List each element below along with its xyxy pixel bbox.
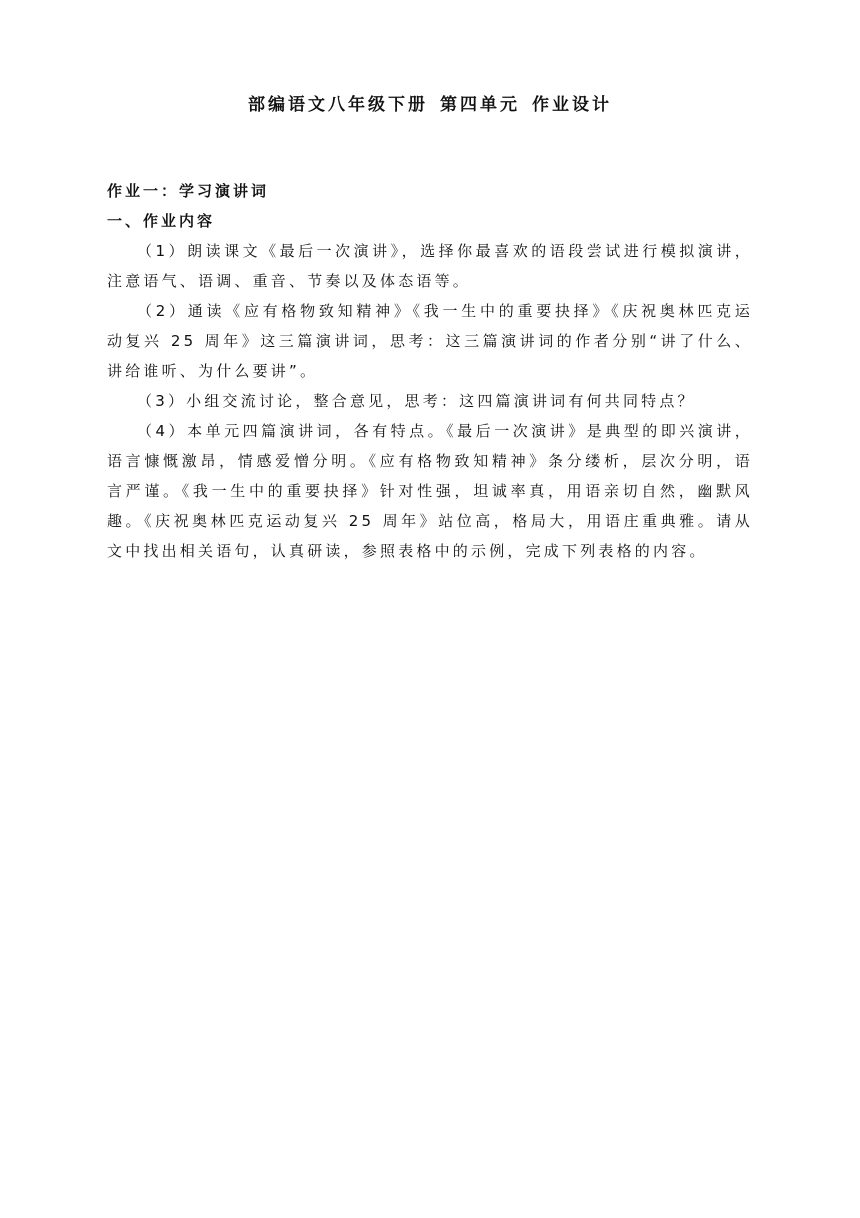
title-book: 部编语文八年级下册 (248, 95, 428, 115)
title-assignment: 作业设计 (532, 95, 612, 115)
title-unit: 第四单元 (440, 95, 520, 115)
paragraph-1: （1）朗读课文《最后一次演讲》，选择你最喜欢的语段尝试进行模拟演讲，注意语气、语调、重音、节奏以及体态语等。 (107, 242, 753, 290)
section-heading: 作业一：学习演讲词 (107, 182, 270, 200)
paragraph-2: （2）通读《应有格物致知精神》《我一生中的重要抉择》《庆祝奥林匹克运动复兴 25 周年》这三篇演讲词，思考：这三篇演讲词的作者分别“讲了什么、讲给谁听、为什么要讲”。 (107, 302, 753, 380)
paragraph-4: （4）本单元四篇演讲词，各有特点。《最后一次演讲》是典型的即兴演讲，语言慷慨激昂，情感爱憎分明。《应有格物致知精神》条分缕析，层次分明，语言严谨。《我一生中的重要抉择》针对性强，坦诚率真，用语亲切自然，幽默风趣。《庆祝奥林匹克运动复兴 25 周年》站位高，格局大，用语庄重典雅。请从文中找出相关语句，认真研读，参照表格中的示例，完成下列表格的内容。 (107, 422, 753, 560)
document-title (0, 90, 860, 115)
paragraph-3: （3）小组交流讨论，整合意见，思考：这四篇演讲词有何共同特点？ (137, 392, 696, 410)
subsection-heading: 一、作业内容 (107, 212, 216, 230)
document-body (107, 176, 753, 566)
